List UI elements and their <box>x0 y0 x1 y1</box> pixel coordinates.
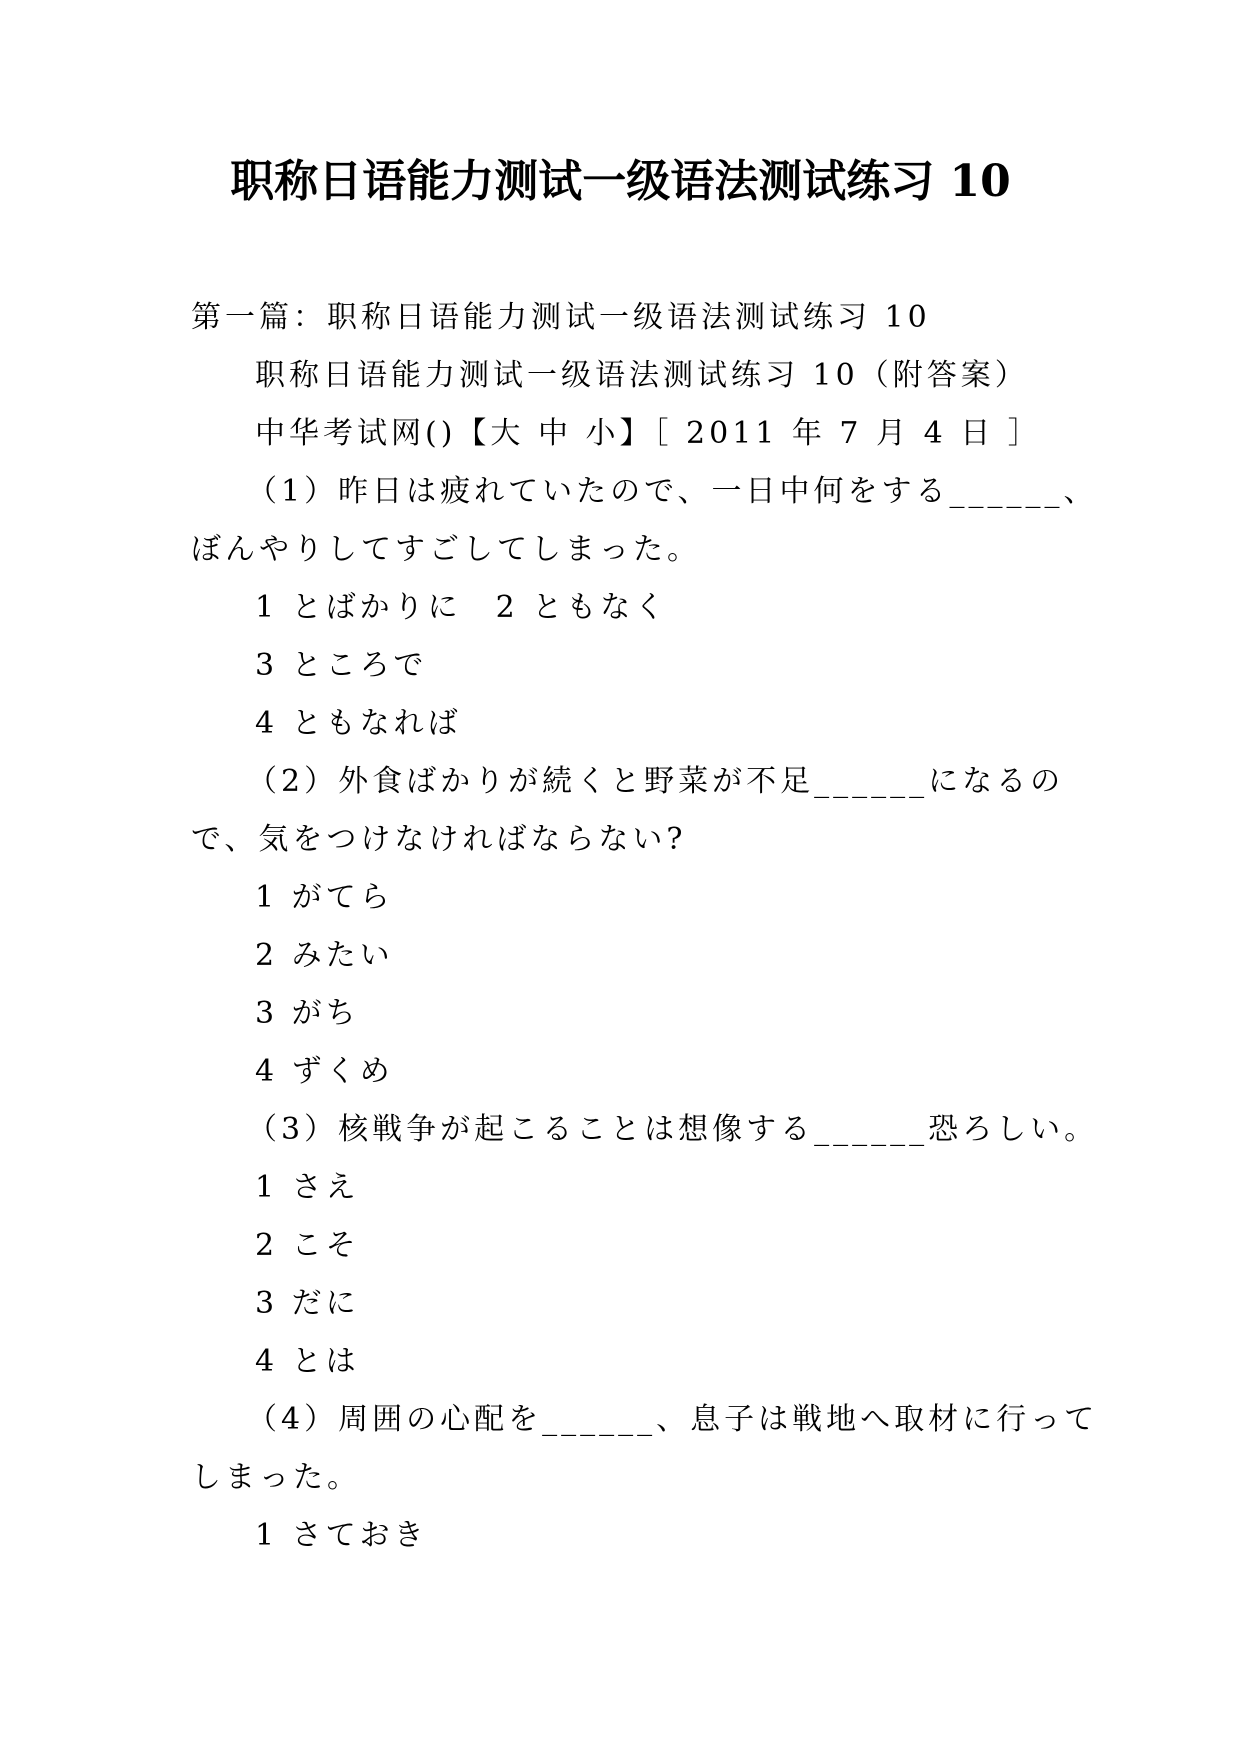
answer-option: 3 ところで <box>255 648 428 683</box>
document-body <box>191 289 1099 1565</box>
answer-option: 2 みたい <box>255 938 394 973</box>
document-title: 职称日语能力测试一级语法测试练习 10 <box>230 156 1011 207</box>
text-line: ぼんやりしてすごしてしまった。 <box>191 532 701 567</box>
question-line: （4）周囲の心配を______、息子は戦地へ取材に行って <box>247 1402 1099 1437</box>
question-line: （2）外食ばかりが続くと野菜が不足______になるの <box>247 764 1065 799</box>
answer-option: 4 ずくめ <box>255 1054 394 1089</box>
text-line: 中华考试网()【大 中 小】［ 2011 年 7 月 4 日 ］ <box>255 416 1042 451</box>
answer-option: 3 だに <box>255 1286 360 1321</box>
text-line: しまった。 <box>191 1460 361 1495</box>
text-line: で、気をつけなければならない? <box>191 822 687 857</box>
text-line: 职称日语能力测试一级语法测试练习 10（附答案） <box>255 358 1029 393</box>
answer-option: 4 とは <box>255 1344 360 1379</box>
answer-option: 1 さえ <box>255 1170 360 1205</box>
answer-option: 1 さておき <box>255 1518 428 1553</box>
answer-option: 2 こそ <box>255 1228 360 1263</box>
answer-option: 3 がち <box>255 996 360 1031</box>
question-line: （1）昨日は疲れていたので、一日中何をする______、 <box>247 474 1098 509</box>
answer-option: 1 とばかりに 2 ともなく <box>255 590 669 625</box>
question-line: （3）核戦争が起こることは想像する______恐ろしい。 <box>247 1112 1099 1147</box>
answer-option: 1 がてら <box>255 880 394 915</box>
text-line: 第一篇：职称日语能力测试一级语法测试练习 10 <box>191 300 931 335</box>
answer-option: 4 ともなれば <box>255 706 462 741</box>
